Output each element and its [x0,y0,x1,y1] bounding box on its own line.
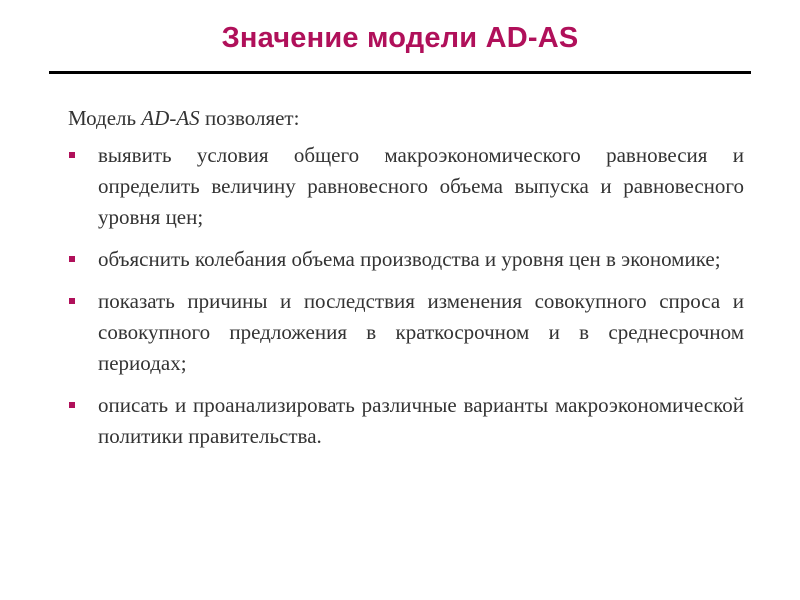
slide-body [68,103,744,463]
slide-title: Значение модели AD-AS [221,22,579,54]
square-bullet-icon [69,152,75,158]
bullet-item [68,286,744,379]
square-bullet-icon [69,256,75,262]
bullet-text: показать причины и последствия изменения совокупного спроса и совокупного предложения в краткосрочном и в среднесрочном периодах; [98,289,744,375]
intro-suffix: позволяет: [199,106,300,130]
intro-model-name: AD-AS [141,106,200,130]
bullet-item [68,244,744,275]
bullet-item [68,390,744,452]
intro-line [68,103,744,134]
bullet-text: объяснить колебания объема производства и уровня цен в экономике; [98,247,721,271]
bullet-item [68,140,744,233]
square-bullet-icon [69,298,75,304]
intro-prefix: Модель [68,106,142,130]
bullet-text: описать и проанализировать различные варианты макроэкономической политики правительства. [98,393,744,448]
bullet-list [68,140,744,452]
title-divider [49,71,751,74]
bullet-text: выявить условия общего макроэкономического равновесия и определить величину равновесного объема выпуска и равновесного уровня цен; [98,143,744,229]
square-bullet-icon [69,402,75,408]
